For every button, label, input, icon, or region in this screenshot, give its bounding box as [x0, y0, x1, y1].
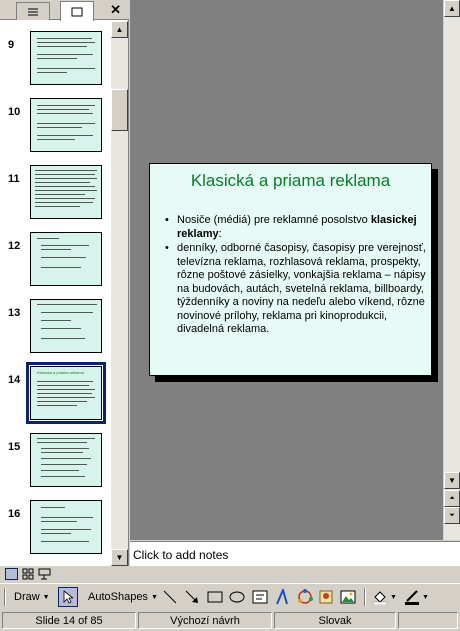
rectangle-tool-icon[interactable]	[207, 588, 223, 606]
oval-tool-icon[interactable]	[229, 588, 245, 606]
notes-pane[interactable]	[130, 541, 460, 566]
thumbnail-slide[interactable]	[30, 232, 102, 286]
close-icon[interactable]: ✕	[110, 2, 121, 17]
text-box-tool-icon[interactable]	[252, 588, 268, 606]
thumbnail-title: Klasická a priama reklama	[37, 370, 84, 375]
normal-view-icon[interactable]	[5, 568, 18, 580]
view-buttons	[0, 566, 130, 583]
wordart-tool-icon[interactable]	[275, 588, 289, 606]
thumbnail-number: 11	[8, 173, 20, 185]
language-indicator: Slovak	[274, 612, 396, 629]
scrollbar-thumb[interactable]	[111, 89, 128, 131]
diagram-tool-icon[interactable]	[297, 588, 313, 606]
clip-art-tool-icon[interactable]	[318, 588, 334, 606]
thumbnail-item[interactable]	[0, 232, 110, 292]
bullet-item: • denníky, odborné časopisy, časopisy pre verejnosť, televízna reklama, rozhlasová reklama, prospekty, rôzne poštové zásielky, vonkajšia reklama – nápisy na budovách, autách, svetelná reklama, billboardy, týždenníky a noviny na nedeľu alebo víkend, rôzne novinové prílohy, reklama pri kinoprodukcii, divadelná reklama.	[164, 242, 426, 337]
select-objects-icon[interactable]	[58, 587, 78, 607]
thumbnail-slide[interactable]	[30, 98, 102, 152]
slide-body[interactable]	[164, 214, 426, 338]
tab-slides[interactable]	[60, 1, 94, 21]
line-tool-icon[interactable]	[163, 588, 177, 606]
scroll-up-button[interactable]: ▲	[444, 0, 460, 17]
slide-show-view-icon[interactable]	[38, 568, 51, 580]
thumbnail-slide[interactable]	[30, 299, 102, 353]
thumbnail-list	[0, 21, 110, 566]
draw-menu-button[interactable]: Draw ▼	[14, 591, 50, 603]
autoshapes-menu-button[interactable]: AutoShapes ▼	[88, 591, 158, 603]
scroll-down-button[interactable]: ▼	[111, 549, 128, 566]
drawing-toolbar	[0, 583, 460, 609]
outline-icon	[26, 7, 40, 17]
bullet-item: • Nosiče (médiá) pre reklamné posolstvo klasickej reklamy:	[164, 214, 426, 241]
slide-title[interactable]: Klasická a priama reklama	[190, 171, 391, 190]
thumbnail-number: 14	[8, 374, 21, 386]
thumbnail-number: 10	[8, 106, 21, 118]
slide-sorter-view-icon[interactable]	[22, 568, 35, 580]
slide-counter: Slide 14 of 85	[2, 612, 136, 629]
thumbnail-number: 15	[8, 441, 21, 453]
insert-picture-icon[interactable]	[340, 588, 356, 606]
thumbnail-scrollbar[interactable]	[111, 21, 128, 566]
thumbnail-number: 16	[8, 508, 21, 520]
slides-icon	[71, 7, 83, 17]
thumbnail-item-selected[interactable]	[0, 366, 110, 426]
thumbnail-number: 12	[8, 240, 21, 252]
status-empty-cell	[398, 612, 458, 629]
scroll-down-button[interactable]: ▼	[444, 472, 460, 489]
fill-color-icon[interactable]: ▼	[372, 588, 397, 606]
design-template-name: Výchozí návrh	[138, 612, 272, 629]
slide-scrollbar[interactable]	[444, 0, 460, 540]
thumbnail-slide[interactable]	[30, 31, 102, 85]
thumbnail-slide[interactable]	[30, 433, 102, 487]
thumbnail-item[interactable]	[0, 165, 110, 225]
next-slide-button[interactable]: ⏷	[444, 507, 460, 524]
thumbnail-item[interactable]	[0, 299, 110, 359]
thumbnail-item[interactable]	[0, 98, 110, 158]
thumbnail-number: 13	[8, 307, 21, 319]
thumbnail-slide[interactable]	[30, 500, 102, 554]
tab-outline[interactable]	[16, 2, 50, 20]
status-bar	[0, 610, 460, 631]
slides-pane	[0, 0, 129, 566]
notes-placeholder[interactable]: Click to add notes	[133, 548, 229, 562]
pane-tabs	[0, 0, 129, 20]
thumbnail-item[interactable]	[0, 433, 110, 493]
scroll-up-button[interactable]: ▲	[111, 21, 128, 38]
arrow-tool-icon[interactable]	[185, 588, 199, 606]
thumbnail-item[interactable]	[0, 31, 110, 91]
thumbnail-item[interactable]	[0, 500, 110, 560]
thumbnail-slide[interactable]	[30, 165, 102, 219]
line-color-icon[interactable]: ▼	[404, 588, 429, 606]
current-slide[interactable]	[149, 163, 432, 376]
thumbnail-slide[interactable]	[30, 366, 102, 420]
previous-slide-button[interactable]: ⏶	[444, 490, 460, 507]
thumbnail-number: 9	[8, 39, 15, 51]
